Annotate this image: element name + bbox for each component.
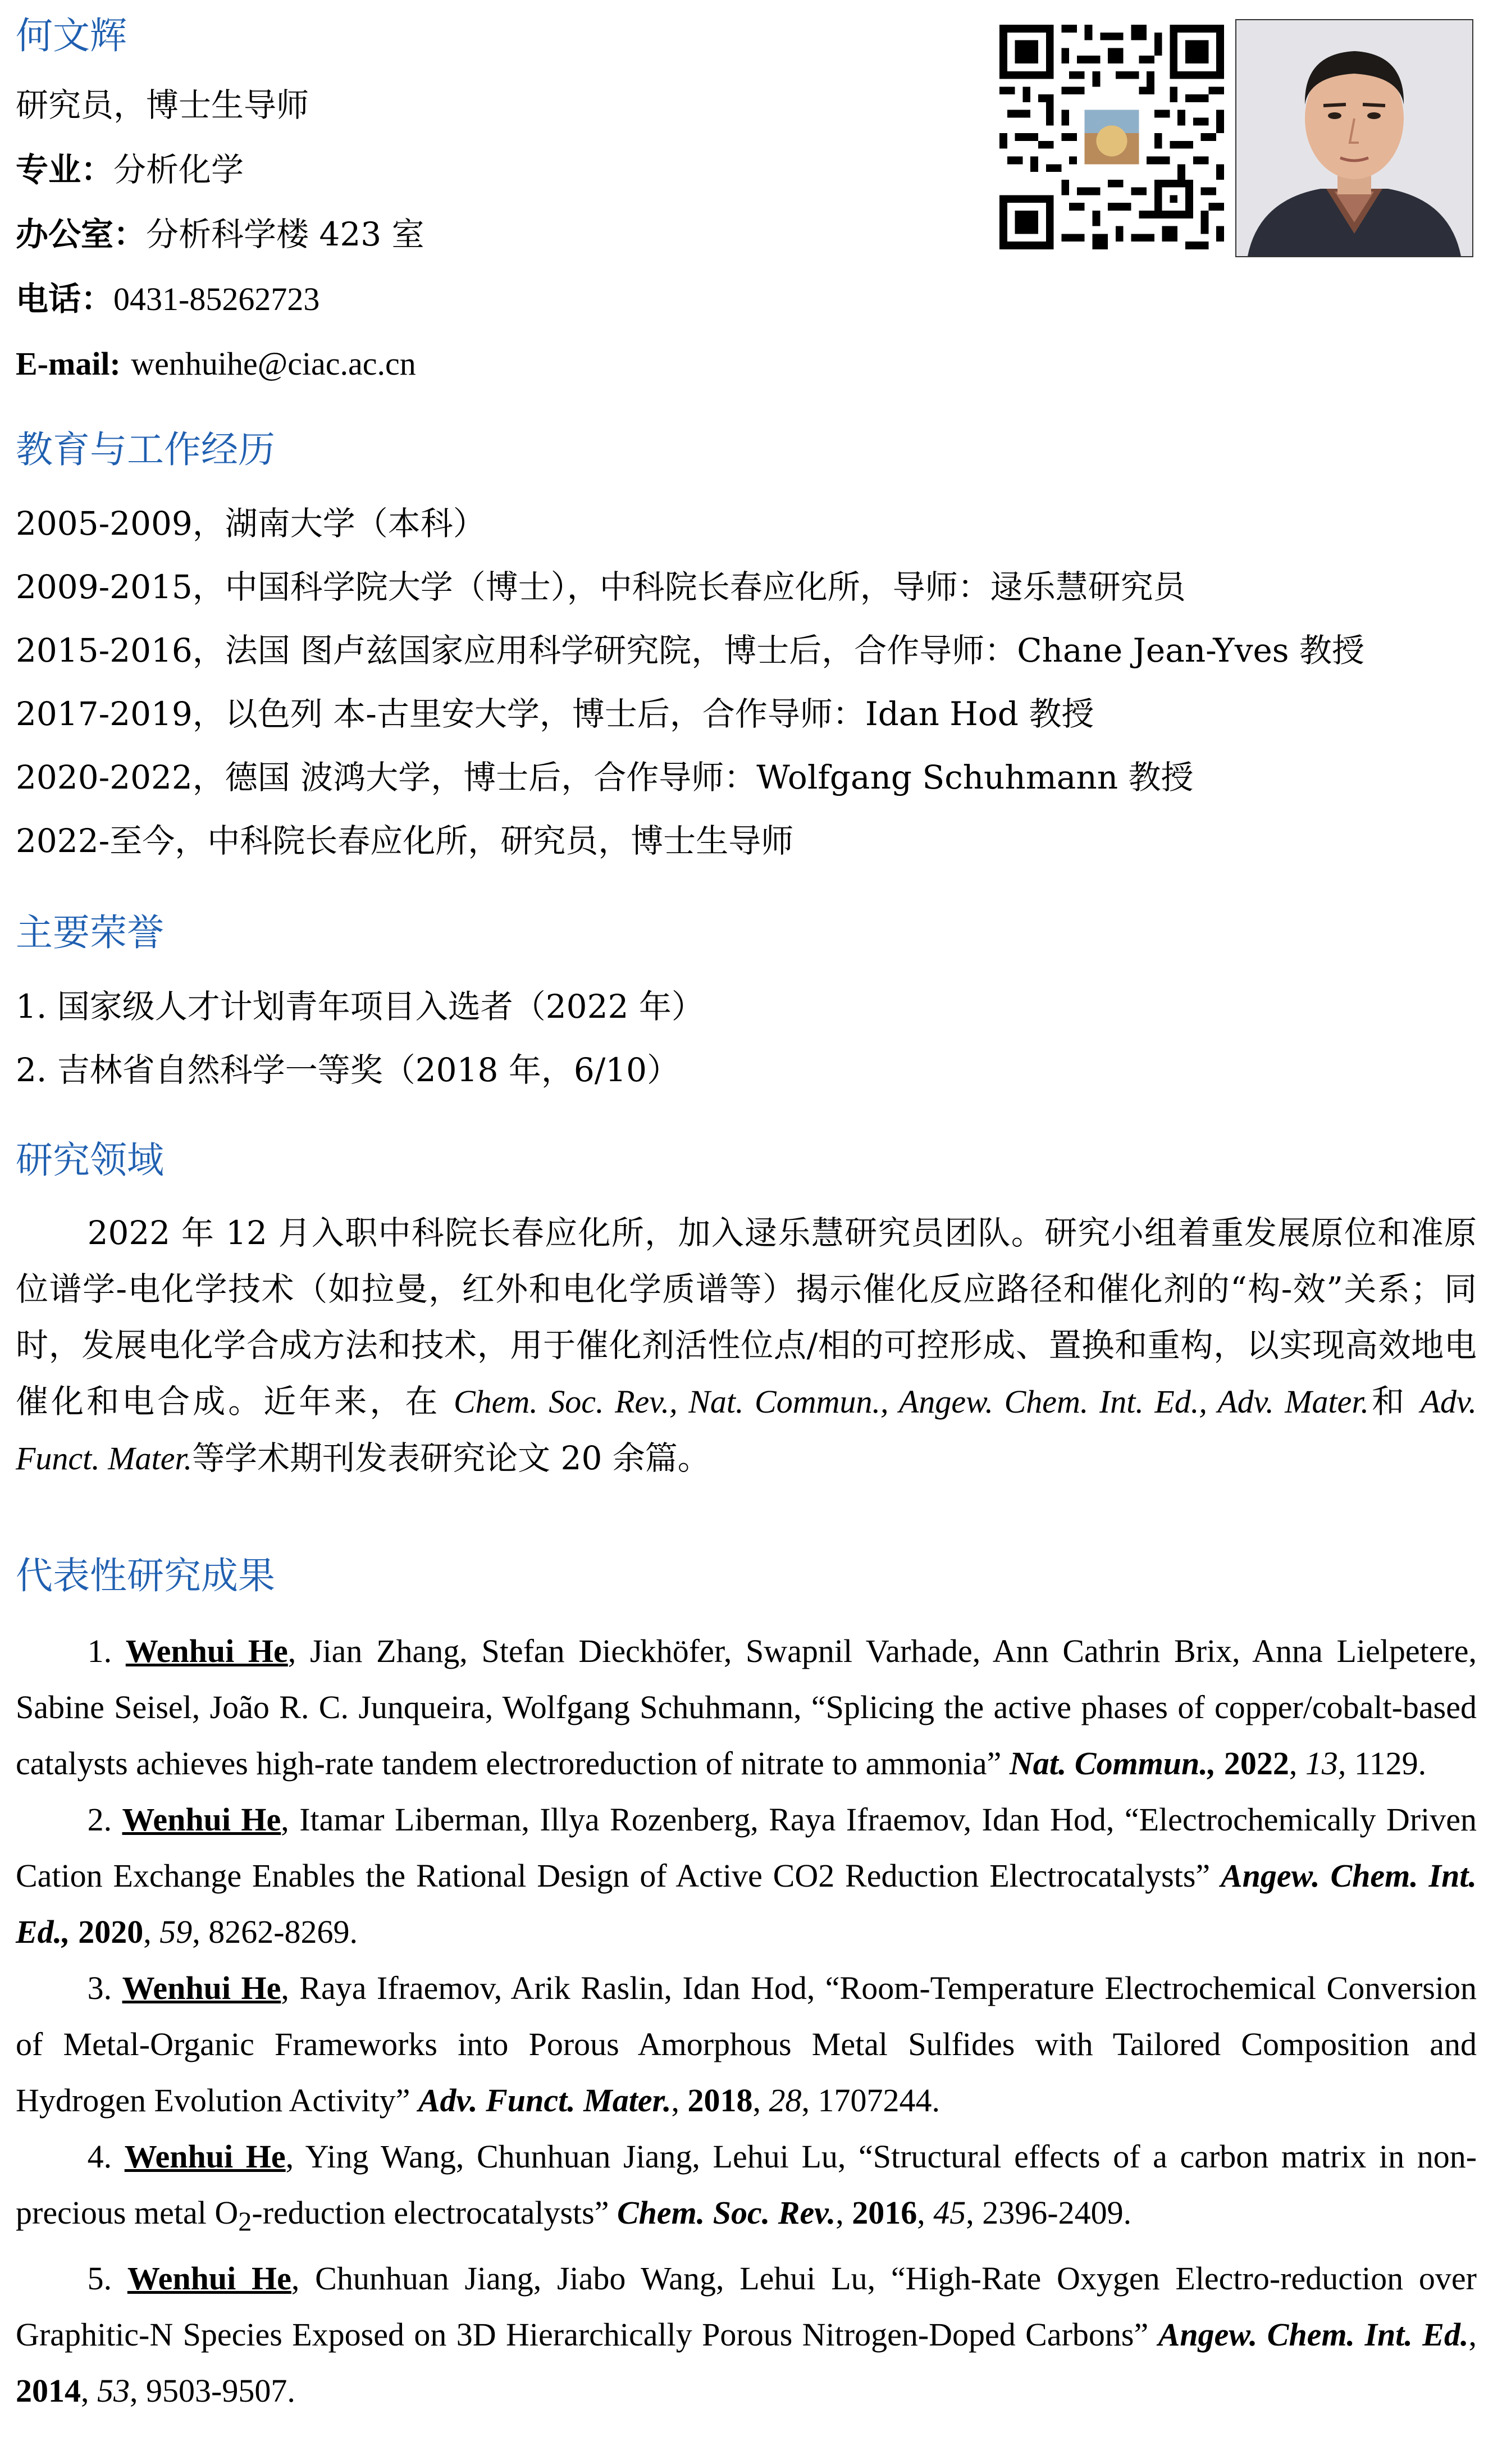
list-item: 2009-2015，中国科学院大学（博士），中科院长春应化所，导师：逯乐慧研究员 — [16, 568, 1186, 606]
pub-subscript: 2 — [238, 2207, 252, 2237]
research-journals-2: Adv. Funct. Mater. — [16, 1383, 1477, 1477]
pub-volume: 13, — [1305, 1745, 1346, 1782]
pub-citation: , Jian Zhang, Stefan Dieckhöfer, Swapnil Varhade, Ann Cathrin Brix, Anna Lielpetere, Sabine Seisel, João R. C. Junqueira, Wolfgang Schuhmann, “Splicing the active phases of copper/cobalt-based catalysts achieves high-rate tandem electroreduction of nitrate to ammonia” — [16, 1633, 1477, 1782]
pub-author-highlight: Wenhui He — [122, 1801, 281, 1838]
pub-citation: , Raya Ifraemov, Arik Raslin, Idan Hod, “Room-Temperature Electrochemical Conversion of Metal-Organic Frameworks into Porous Amorphous Metal Sulfides with Tailored Composition and Hydrogen Evolution Activity” — [16, 1970, 1477, 2119]
pub-journal: Chem. Soc. Rev. — [617, 2194, 836, 2231]
pub-pages: 2396-2409. — [982, 2194, 1132, 2231]
pub-journal: Angew. Chem. Int. Ed. — [1158, 2316, 1469, 2353]
publications-heading: 代表性研究成果 — [16, 1554, 275, 1597]
pub-volume: 28 — [769, 2082, 802, 2119]
pub-pages: 1707244. — [818, 2082, 940, 2119]
pub-citation: , Ying Wang, Chunhuan Jiang, Lehui Lu, “Structural effects of a carbon matrix in non-precious metal O — [16, 2138, 1477, 2231]
pub-year: 2016 — [852, 2194, 917, 2231]
office-label: 办公室： — [16, 215, 147, 253]
pub-year: 2018 — [687, 2082, 753, 2119]
pub-pages: 9503-9507. — [146, 2372, 295, 2409]
email-value[interactable]: wenhuihe@ciac.ac.cn — [131, 345, 416, 382]
publications-list — [16, 1623, 1477, 2419]
pub-author-highlight: Wenhui He — [124, 2138, 286, 2175]
research-heading: 研究领域 — [16, 1138, 164, 1182]
list-item: 2015-2016，法国 图卢兹国家应用科学研究院，博士后，合作导师：Chane Jean-Yves 教授 — [16, 631, 1364, 669]
pub-pages: 1129. — [1354, 1745, 1427, 1782]
research-and: 和 — [1369, 1382, 1421, 1420]
list-item: 2. 吉林省自然科学一等奖（2018 年，6/10） — [16, 1051, 680, 1089]
publication-item: 2. Wenhui He, Itamar Liberman, Illya Rozenberg, Raya Ifraemov, Idan Hod, “Electrochemically Driven Cation Exchange Enables the Rational Design of Active CO2 Reduction Electrocatalysts” Angew. Chem. Int. Ed., 2020, 59, 8262-8269. — [16, 1801, 1477, 1950]
education-list — [16, 503, 1364, 883]
pub-author-highlight: Wenhui He — [122, 1970, 281, 2006]
office-value: 分析科学楼 423 室 — [146, 215, 424, 253]
pub-number: 1. — [87, 1633, 112, 1669]
email-line — [16, 343, 416, 385]
major-value: 分析化学 — [113, 151, 244, 189]
profile-photo — [1235, 19, 1473, 257]
email-label: E-mail: — [16, 345, 121, 382]
research-text-2: 等学术期刊发表研究论文 20 余篇。 — [192, 1439, 710, 1477]
list-item: 2020-2022，德国 波鸿大学，博士后，合作导师：Wolfgang Schuhmann 教授 — [16, 758, 1194, 796]
page-title: 何文辉 — [16, 14, 127, 57]
list-item: 2005-2009，湖南大学（本科） — [16, 504, 486, 543]
pub-number: 2. — [87, 1801, 112, 1838]
publication-item: 3. Wenhui He, Raya Ifraemov, Arik Raslin, Idan Hod, “Room-Temperature Electrochemical Conversion of Metal-Organic Frameworks into Porous Amorphous Metal Sulfides with Tailored Composition and Hydrogen Evolution Activity” Adv. Funct. Mater., 2018, 28, 1707244. — [16, 1970, 1477, 2119]
research-paragraph — [16, 1205, 1477, 1487]
pub-citation: , Itamar Liberman, Illya Rozenberg, Raya Ifraemov, Idan Hod, “Electrochemically Driven Cation Exchange Enables the Rational Design of Active CO2 Reduction Electrocatalysts” — [16, 1801, 1477, 1894]
pub-number: 3. — [87, 1970, 112, 2006]
phone-value: 0431-85262723 — [113, 281, 320, 317]
pub-citation-end: -reduction electrocatalysts” — [252, 2194, 617, 2231]
research-journals-1: Chem. Soc. Rev., Nat. Commun., Angew. Chem. Int. Ed., Adv. Mater. — [453, 1383, 1369, 1420]
pub-number: 4. — [87, 2138, 112, 2175]
phone-label: 电话： — [16, 280, 114, 318]
pub-year: 2022 — [1223, 1745, 1289, 1782]
list-item: 2022-至今，中科院长春应化所，研究员，博士生导师 — [16, 822, 794, 860]
pub-author-highlight: Wenhui He — [125, 1633, 288, 1669]
pub-year: 2014 — [16, 2372, 81, 2409]
qr-code — [999, 25, 1224, 249]
pub-journal: Nat. Commun., — [1009, 1745, 1216, 1782]
list-item: 1. 国家级人才计划青年项目入选者（2022 年） — [16, 987, 704, 1026]
research-text-1: 2022 年 12 月入职中科院长春应化所，加入逯乐慧研究员团队。研究小组着重发展原位和准原位谱学-电化学技术（如拉曼，红外和电化学质谱等）揭示催化反应路径和催化剂的“构-效”关系；同时，发展电化学合成方法和技术，用于催化剂活性位点/相的可控形成、置换和重构，以实现高效地电催化和电合成。近年来，在 — [16, 1214, 1477, 1420]
office-line — [16, 213, 424, 256]
pub-pages: 8262-8269. — [208, 1914, 358, 1950]
pub-citation: , Chunhuan Jiang, Jiabo Wang, Lehui Lu, “High-Rate Oxygen Electro-reduction over Graphitic-N Species Exposed on 3D Hierarchically Porous Nitrogen-Doped Carbons” — [16, 2260, 1477, 2353]
pub-journal: Angew. Chem. Int. Ed., — [16, 1857, 1477, 1950]
honors-heading: 主要荣誉 — [16, 911, 164, 954]
publication-item: 1. Wenhui He, Jian Zhang, Stefan Dieckhöfer, Swapnil Varhade, Ann Cathrin Brix, Anna Lielpetere, Sabine Seisel, João R. C. Junqueira, Wolfgang Schuhmann, “Splicing the active phases of copper/cobalt-based catalysts achieves high-rate tandem electroreduction of nitrate to ammonia” Nat. Commun., 2022, 13, 1129. — [16, 1633, 1477, 1782]
pub-number: 5. — [87, 2260, 112, 2297]
major-label: 专业： — [16, 151, 114, 189]
pub-journal: Adv. Funct. Mater. — [418, 2082, 672, 2119]
pub-volume: 45 — [933, 2194, 966, 2231]
honors-list — [16, 986, 704, 1113]
pub-author-highlight: Wenhui He — [127, 2260, 291, 2297]
phone-line — [16, 278, 319, 320]
publication-item: 4. Wenhui He, Ying Wang, Chunhuan Jiang, Lehui Lu, “Structural effects of a carbon matrix in non-precious metal $O_2$-reduction electrocatalysts” Chem. Soc. Rev., 2016, 45, 2396-2409. — [16, 2138, 1477, 2237]
position-line: 研究员，博士生导师 — [16, 86, 309, 124]
pub-volume: 59 — [159, 1914, 193, 1950]
pub-volume: 53 — [97, 2372, 130, 2409]
publication-item: 5. Wenhui He, Chunhuan Jiang, Jiabo Wang, Lehui Lu, “High-Rate Oxygen Electro-reduction over Graphitic-N Species Exposed on 3D Hierarchically Porous Nitrogen-Doped Carbons” Angew. Chem. Int. Ed., 2014, 53, 9503-9507. — [16, 2260, 1477, 2409]
pub-year: 2020 — [78, 1914, 144, 1950]
education-heading: 教育与工作经历 — [16, 428, 275, 471]
list-item: 2017-2019，以色列 本-古里安大学，博士后，合作导师：Idan Hod 教授 — [16, 695, 1094, 733]
major-line — [16, 149, 244, 191]
